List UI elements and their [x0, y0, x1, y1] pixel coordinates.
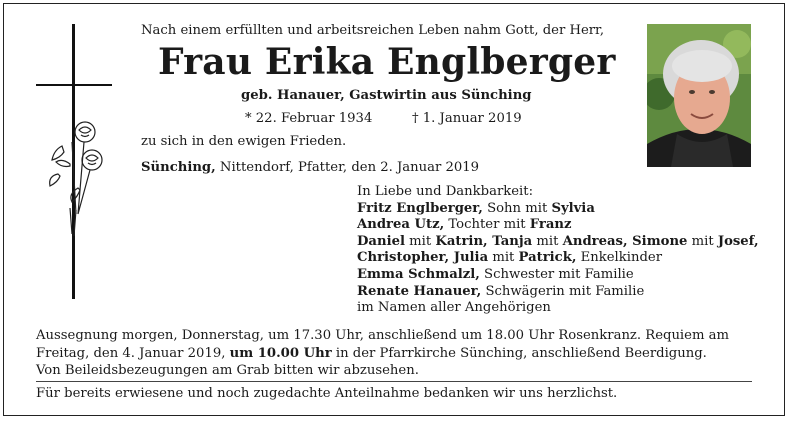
service-line-2: Freitag, den 4. Januar 2019, um 10.00 Uhr in der Pfarrkirche Sünching, anschließend Beerdigung.: [36, 345, 707, 361]
service-info: [36, 327, 756, 380]
mourners-heading: In Liebe und Dankbarkeit:: [357, 184, 534, 199]
thanks-text: Für bereits erwiesene und noch zugedachte Anteilnahme bedanken wir uns herzlichst.: [36, 386, 618, 401]
maiden-name-occupation: geb. Hanauer, Gastwirtin aus Sünching: [241, 88, 532, 103]
roses-icon: [48, 118, 108, 240]
place-bold: Sünching,: [141, 160, 216, 175]
mourner-line: Andrea Utz, Tochter mit Franz: [357, 217, 572, 233]
peace-text: zu sich in den ewigen Frieden.: [141, 134, 347, 149]
service-line-3: Von Beileidsbezeugungen am Grab bitten wir abzusehen.: [36, 363, 419, 378]
mourners-closing: im Namen aller Angehörigen: [357, 300, 551, 316]
cross-horizontal-bar: [36, 84, 112, 86]
mourner-line: Emma Schmalzl, Schwester mit Familie: [357, 266, 634, 282]
place-date-line: [141, 160, 479, 176]
service-line-1: Aussegnung morgen, Donnerstag, um 17.30 Uhr, anschließend um 18.00 Uhr Rosenkranz. Requiem am: [36, 328, 730, 343]
mourner-line: Fritz Englberger, Sohn mit Sylvia: [357, 200, 595, 216]
death-date: † 1. Januar 2019: [412, 111, 522, 126]
portrait-photo: [647, 24, 751, 167]
mourners-block: [357, 184, 759, 317]
place-rest: Nittendorf, Pfatter, den 2. Januar 2019: [215, 160, 480, 175]
mourner-line: Daniel mit Katrin, Tanja mit Andreas, Simone mit Josef,: [357, 233, 759, 249]
mourner-line: Christopher, Julia mit Patrick, Enkelkinder: [357, 250, 663, 266]
deceased-name: Frau Erika Englberger: [158, 41, 616, 83]
mourner-line: Renate Hanauer, Schwägerin mit Familie: [357, 283, 645, 299]
intro-text: Nach einem erfüllten und arbeitsreichen Leben nahm Gott, der Herr,: [141, 23, 605, 38]
birth-date: * 22. Februar 1934: [245, 111, 373, 126]
divider: [36, 381, 752, 382]
